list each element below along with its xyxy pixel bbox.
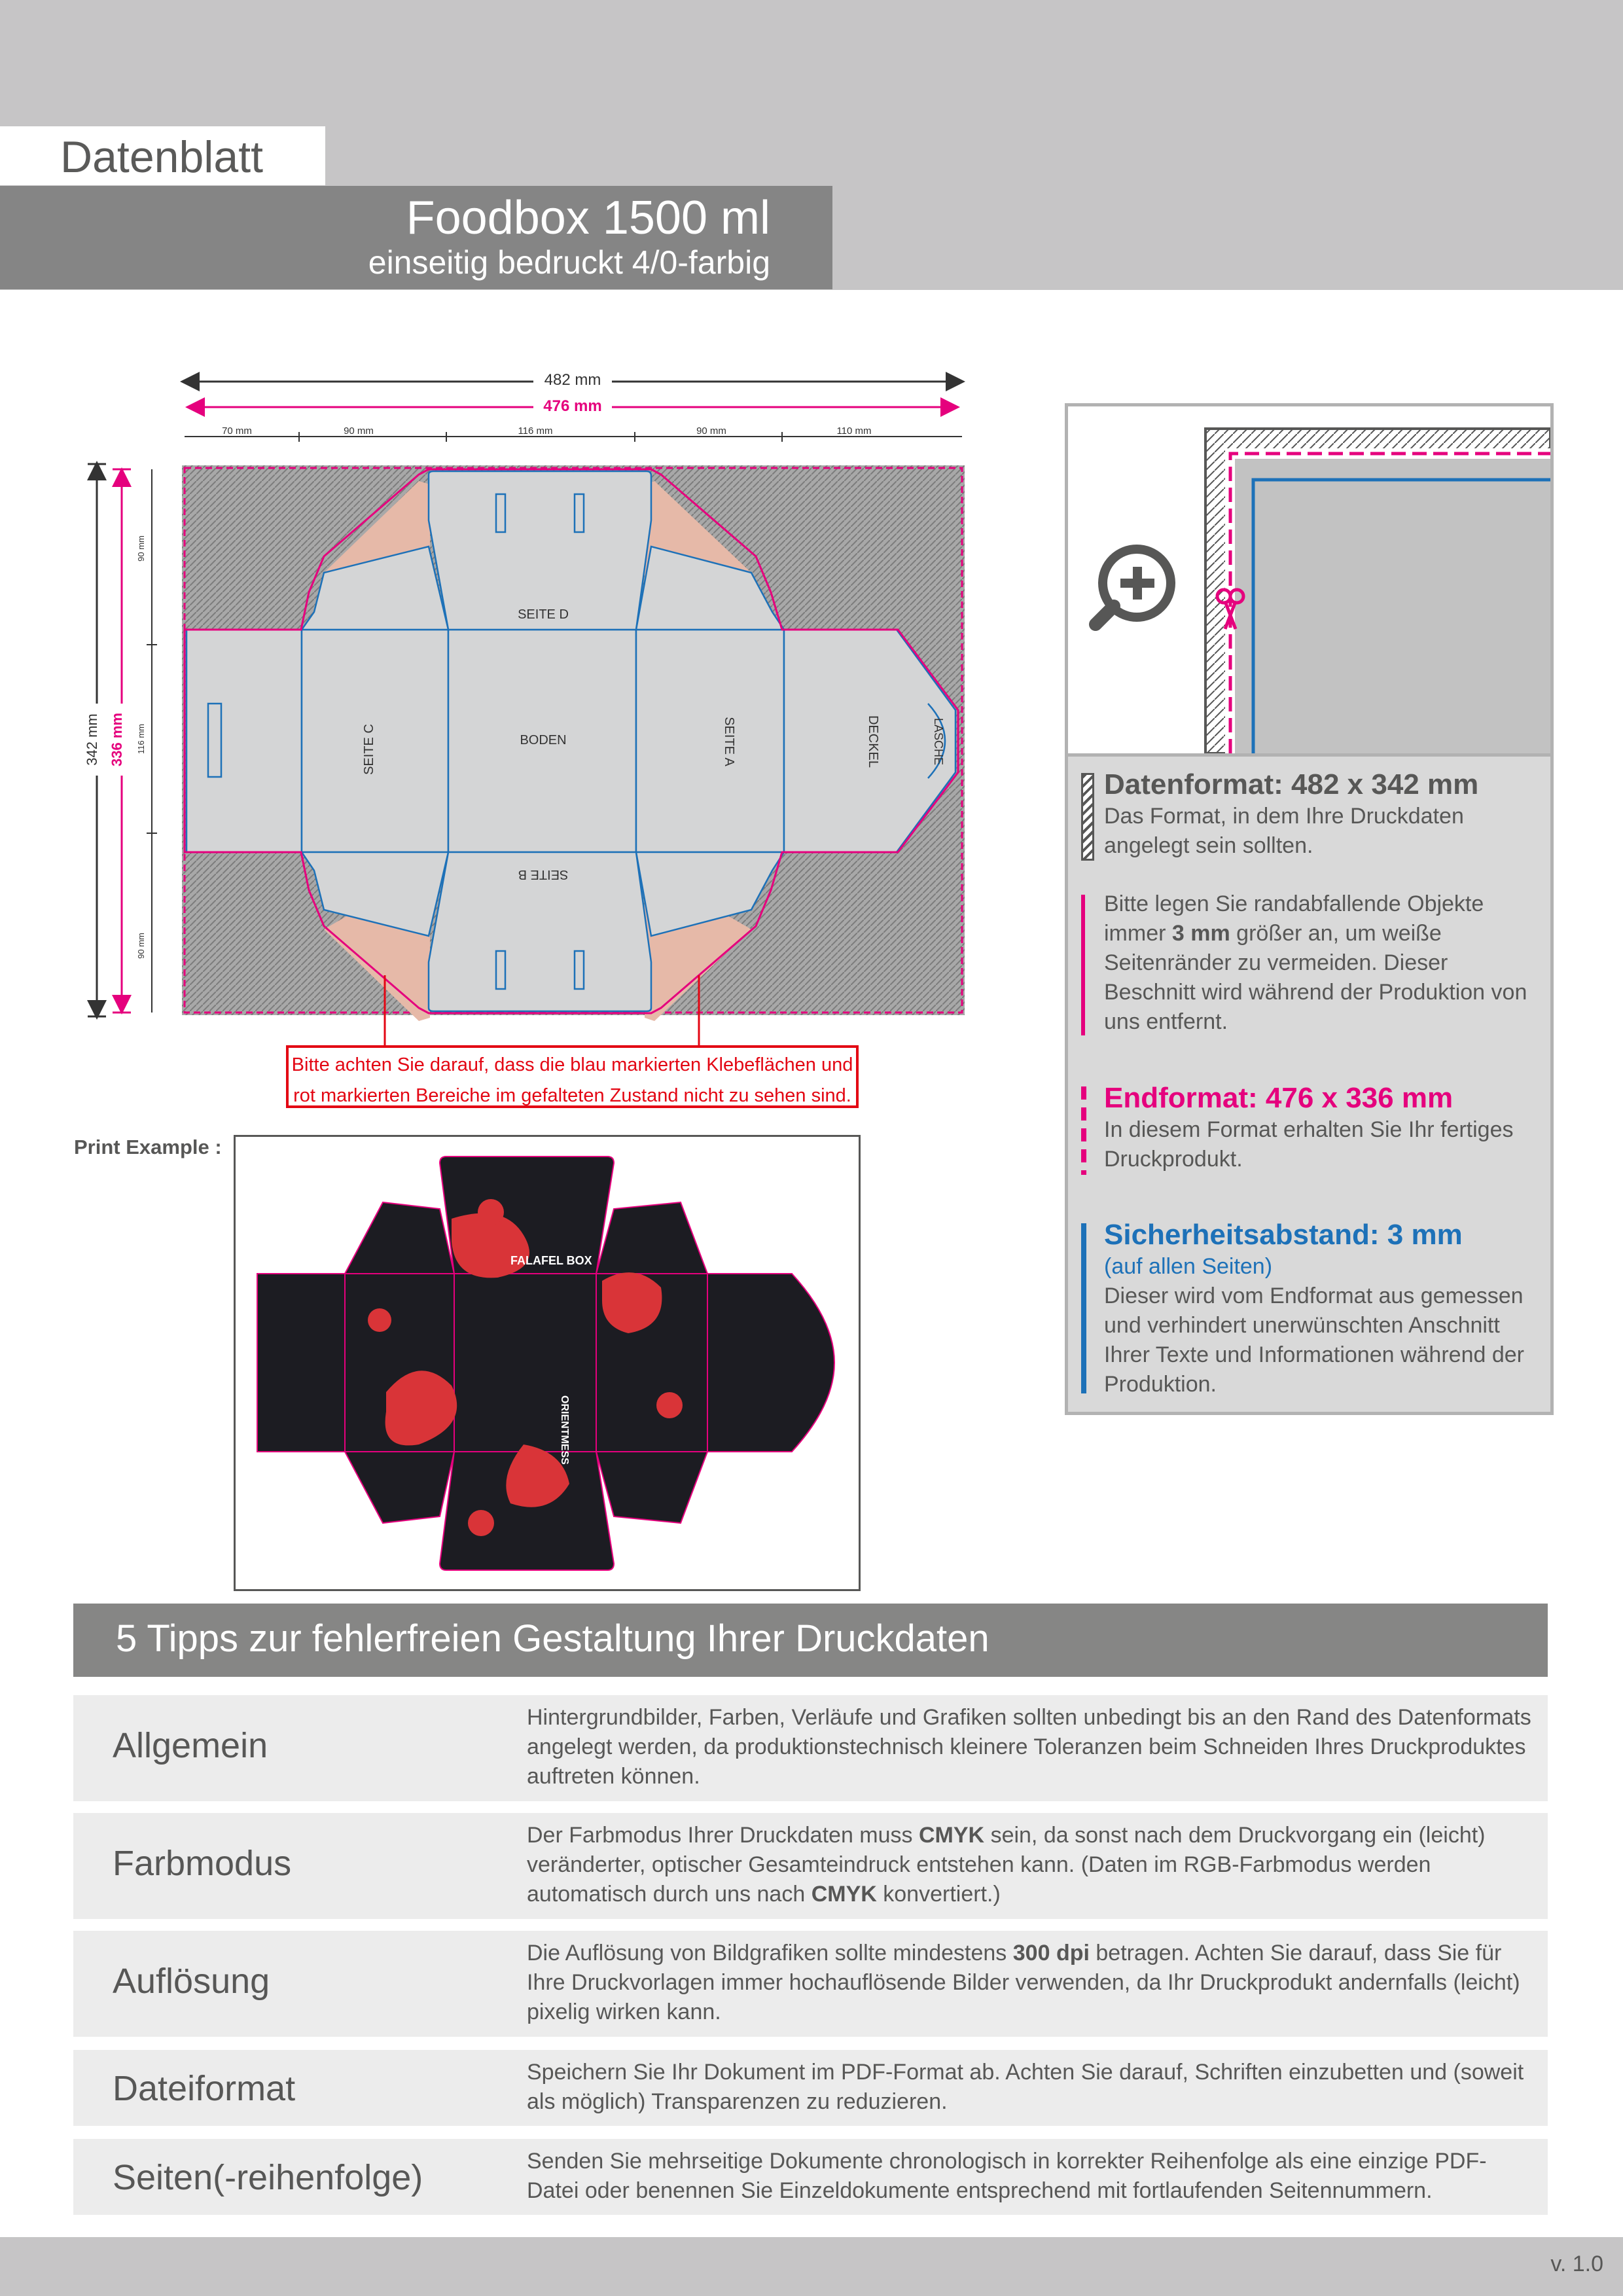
- tip-text-part: sein, da sonst nach dem Druckvorgang ein (leicht) veränderter, optischer Gesamteindruck entstehen kann. (Daten im RGB-Farbmodus werden automatisch durch uns nach: [527, 1823, 1486, 1907]
- tip-text: [527, 1939, 1535, 2027]
- top-seg-3: 116 mm: [518, 425, 553, 437]
- tip-text-part: Die Auflösung von Bildgrafiken sollte mindestens: [527, 1941, 1007, 1965]
- label-seite-d: SEITE D: [518, 607, 569, 622]
- bleed-text-bold: 3 mm: [1171, 921, 1230, 946]
- tip-text: Senden Sie mehrseitige Dokumente chronologisch in korrekter Reihenfolge als eine einzige PDF-Datei oder benennen Sie Einzeldokumente entsprechend mit fortlaufenden Seitennummern.: [527, 2149, 1487, 2203]
- bleed-swatch: [1081, 895, 1085, 1035]
- zoom-detail: [1068, 406, 1550, 757]
- height-end-label: 336 mm: [109, 713, 125, 766]
- panel-seite-c: [187, 630, 302, 852]
- tip-row-dateiformat: [73, 2050, 1548, 2126]
- endformat-swatch: [1081, 1086, 1086, 1175]
- hint-line-1: Bitte achten Sie darauf, dass die blau markierten Klebeflächen und: [291, 1054, 853, 1075]
- legend-panel: [1065, 403, 1554, 1415]
- doc-type-title: Datenblatt: [60, 132, 263, 182]
- tip-text-bold: CMYK: [811, 1882, 877, 1907]
- tip-text: Speichern Sie Ihr Dokument im PDF-Format ab. Achten Sie darauf, Schriften einzubetten und (soweit als möglich) Transparenzen zu reduzieren.: [527, 2060, 1524, 2114]
- tip-label: Farbmodus: [113, 1844, 292, 1883]
- endformat-title: Endformat: 476 x 336 mm: [1104, 1082, 1454, 1114]
- bleed-text-2: größer an, um weiße Seitenränder zu vermeiden. Dieser Beschnitt wird während der Produktion von uns entfernt.: [1104, 921, 1527, 1034]
- endformat-text: In diesem Format erhalten Sie Ihr fertiges Druckprodukt.: [1104, 1117, 1514, 1172]
- width-total-label: 482 mm: [544, 371, 601, 389]
- product-band: [0, 186, 832, 289]
- label-seite-c: SEITE C: [362, 724, 376, 775]
- print-example-image: [236, 1137, 859, 1589]
- legend-datenformat: [1104, 768, 1529, 861]
- safety-swatch: [1081, 1223, 1086, 1393]
- top-seg-4: 90 mm: [696, 425, 726, 437]
- tip-text-part: betragen. Achten Sie darauf, dass Sie für Ihre Druckvorlagen immer hochauflösende Bilder verwenden, da Ihr Druckprodukt andernfalls (leicht) pixelig wirken kann.: [527, 1941, 1520, 2024]
- height-total-label: 342 mm: [84, 713, 100, 766]
- print-example-frame: [234, 1135, 861, 1591]
- tips-title: 5 Tipps zur fehlerfreien Gestaltung Ihrer Druckdaten: [116, 1617, 990, 1660]
- safety-sub: (auf allen Seiten): [1104, 1254, 1273, 1279]
- tip-row-allgemein: [73, 1695, 1548, 1801]
- dieline-diagram: [65, 363, 982, 1116]
- legend-endformat: [1104, 1081, 1529, 1174]
- tip-row-seiten: [73, 2139, 1548, 2215]
- tip-text: [527, 1821, 1535, 1909]
- left-seg-3: 90 mm: [136, 933, 146, 959]
- bleed-text-1: Bitte legen Sie randabfallende Objekte immer: [1104, 891, 1484, 946]
- tips-header: [73, 1604, 1548, 1677]
- footer-band: [0, 2237, 1623, 2296]
- tip-row-aufloesung: [73, 1931, 1548, 2037]
- product-name: Foodbox 1500 ml: [406, 192, 770, 244]
- print-brand: ORIENTMESS: [559, 1395, 570, 1465]
- tip-text-part: Der Farbmodus Ihrer Druckdaten muss: [527, 1823, 913, 1848]
- top-seg-5: 110 mm: [836, 425, 872, 437]
- top-seg-1: 70 mm: [222, 425, 252, 437]
- hint-line-2: rot markierten Bereiche im gefalteten Zustand nicht zu sehen sind.: [293, 1085, 851, 1106]
- hint-box: [286, 1045, 859, 1108]
- datenformat-swatch: [1081, 773, 1094, 861]
- label-lasche: LASCHE: [932, 717, 945, 766]
- label-seite-a: SEITE A: [722, 717, 736, 766]
- tip-text-part: konvertiert.): [883, 1882, 1001, 1907]
- doc-type-tab: [0, 126, 325, 185]
- panel-seite-d: [429, 471, 651, 630]
- label-deckel: DECKEL: [866, 715, 880, 768]
- tip-label: Seiten(-reihenfolge): [113, 2158, 423, 2197]
- panel-seite-a: [636, 630, 784, 852]
- product-subtitle: einseitig bedruckt 4/0-farbig: [368, 244, 770, 281]
- datenformat-text: Das Format, in dem Ihre Druckdaten angelegt sein sollten.: [1104, 804, 1464, 858]
- tip-text-bold: CMYK: [919, 1823, 985, 1848]
- label-boden: BODEN: [520, 733, 567, 747]
- legend-safety: [1104, 1218, 1529, 1399]
- top-seg-2: 90 mm: [344, 425, 374, 437]
- legend-bleed: [1104, 889, 1529, 1037]
- datenformat-title: Datenformat: 482 x 342 mm: [1104, 768, 1479, 800]
- tip-label: Allgemein: [113, 1726, 268, 1765]
- label-seite-b: SEITE B: [518, 867, 569, 882]
- left-seg-2: 116 mm: [136, 724, 146, 754]
- tip-label: Auflösung: [113, 1962, 270, 2001]
- safety-text: Dieser wird vom Endformat aus gemessen und verhindert unerwünschten Anschnitt Ihrer Texte und Informationen während der Produktion.: [1104, 1283, 1524, 1397]
- safety-title: Sicherheitsabstand: 3 mm: [1104, 1219, 1463, 1251]
- tip-text-bold: 300 dpi: [1012, 1941, 1090, 1965]
- tip-row-farbmodus: [73, 1813, 1548, 1919]
- print-product: FALAFEL BOX: [510, 1254, 592, 1267]
- left-seg-1: 90 mm: [136, 535, 146, 562]
- zoom-icon: [1096, 549, 1171, 624]
- print-example-label: Print Example :: [74, 1136, 222, 1158]
- tip-label: Dateiformat: [113, 2069, 296, 2108]
- tip-text: Hintergrundbilder, Farben, Verläufe und Grafiken sollten unbedingt bis an den Rand des Datenformats angelegt werden, da produktionstechnisch kleinere Toleranzen beim Schneiden Ihres Druckproduktes auftreten können.: [527, 1705, 1531, 1789]
- width-end-label: 476 mm: [543, 397, 602, 415]
- version-label: v. 1.0: [1550, 2251, 1603, 2276]
